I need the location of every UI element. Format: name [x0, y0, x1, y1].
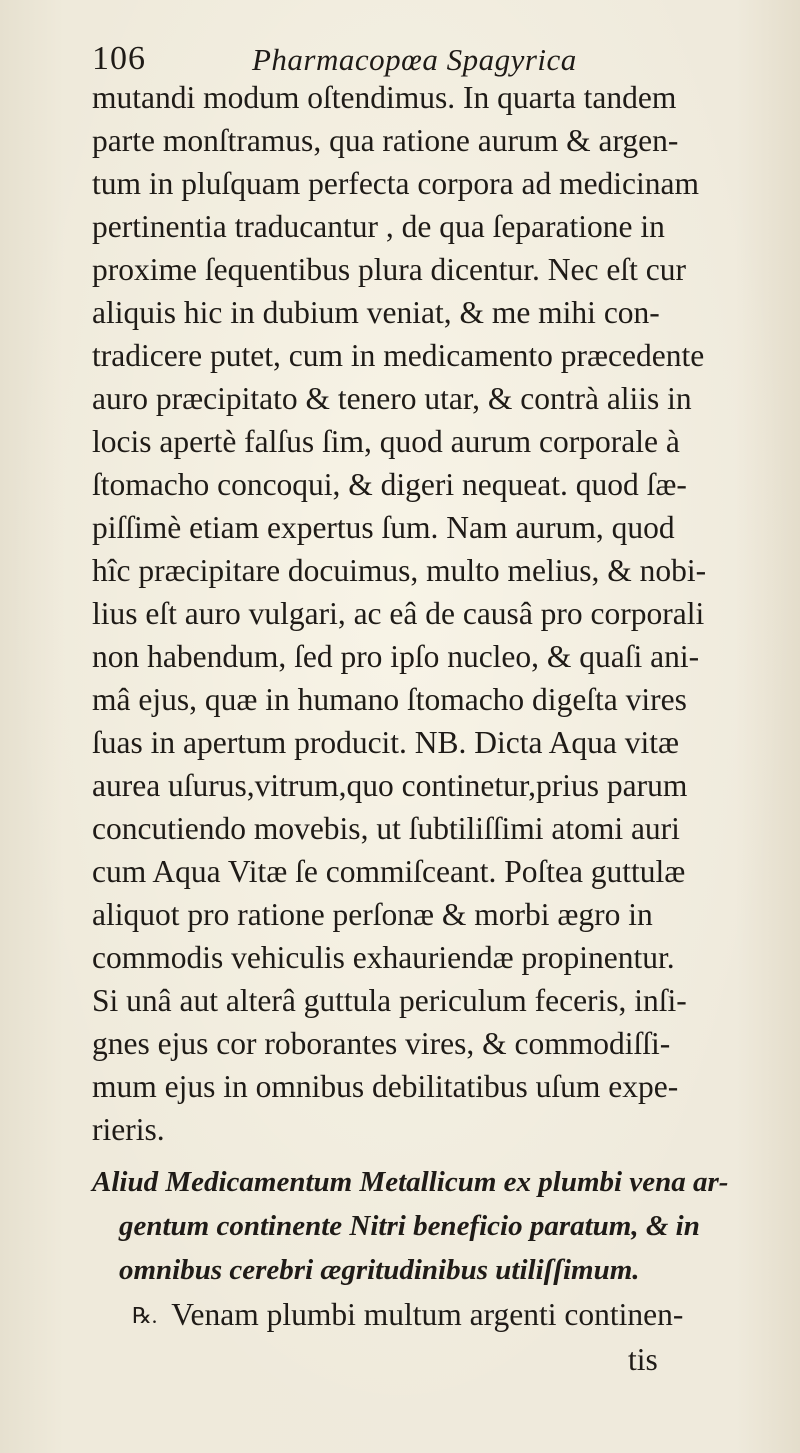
text-line: tradicere putet, cum in medicamento præcedente	[92, 338, 705, 373]
text-line: rieris.	[92, 1112, 165, 1147]
text-line: tum in pluſquam perfecta corpora ad medicinam	[92, 166, 700, 201]
text-line: mâ ejus, quæ in humano ſtomacho digeſta vires	[92, 682, 687, 717]
text-line: cum Aqua Vitæ ſe commiſceant. Poſtea guttulæ	[92, 854, 686, 889]
text-line: parte monſtramus, qua ratione aurum & argen-	[92, 123, 679, 158]
text-line: aurea uſurus,vitrum,quo continetur,prius parum	[92, 768, 688, 803]
running-title: Pharmacopœa Spagyrica	[252, 42, 577, 77]
text-line: auro præcipitato & tenero utar, & contrà aliis in	[92, 381, 692, 416]
recipe-line	[92, 1293, 792, 1336]
recipe-text: Venam plumbi multum argenti continen-	[171, 1297, 684, 1332]
text-line: ſtomacho concoqui, & digeri nequeat. quod ſæ-	[92, 467, 687, 502]
recipe-text-line	[92, 1293, 792, 1336]
text-line: ſuas in apertum producit. NB. Dicta Aqua vitæ	[92, 725, 680, 760]
text-line: pertinentia traducantur , de qua ſeparatione in	[92, 209, 665, 244]
text-line: mutandi modum oſtendimus. In quarta tandem	[92, 80, 677, 115]
text-line: lius eſt auro vulgari, ac eâ de causâ pro corporali	[92, 596, 705, 631]
text-line: gnes ejus cor roborantes vires, & commodiſſi-	[92, 1026, 671, 1061]
heading-line: gentum continente Nitri beneficio paratum, & in	[119, 1210, 700, 1242]
text-line: locis apertè falſus ſim, quod aurum corporale à	[92, 424, 680, 459]
text-line: mum ejus in omnibus debilitatibus uſum expe-	[92, 1069, 679, 1104]
heading-line: omnibus cerebri ægritudinibus utiliſſimum.	[119, 1254, 640, 1286]
catchword: tis	[628, 1342, 658, 1377]
text-line: piſſimè etiam expertus ſum. Nam aurum, quod	[92, 510, 675, 545]
text-line: Si unâ aut alterâ guttula periculum feceris, inſi-	[92, 983, 687, 1018]
text-line: hîc præcipitare docuimus, multo melius, & nobi-	[92, 553, 707, 588]
text-line: non habendum, ſed pro ipſo nucleo, & quaſi ani-	[92, 639, 700, 674]
recipe-symbol: ℞.	[132, 1303, 158, 1328]
text-line: aliquis hic in dubium veniat, & me mihi con-	[92, 295, 660, 330]
body-paragraph	[92, 76, 792, 1151]
text-line: commodis vehiculis exhauriendæ propinentur.	[92, 940, 675, 975]
text-line: proxime ſequentibus plura dicentur. Nec eſt cur	[92, 252, 686, 287]
page-number: 106	[92, 40, 146, 77]
heading-line: Aliud Medicamentum Metallicum ex plumbi vena ar-	[92, 1166, 729, 1198]
text-line: aliquot pro ratione perſonæ & morbi ægro in	[92, 897, 653, 932]
text-line: concutiendo movebis, ut ſubtiliſſimi atomi auri	[92, 811, 680, 846]
section-heading	[92, 1160, 792, 1292]
